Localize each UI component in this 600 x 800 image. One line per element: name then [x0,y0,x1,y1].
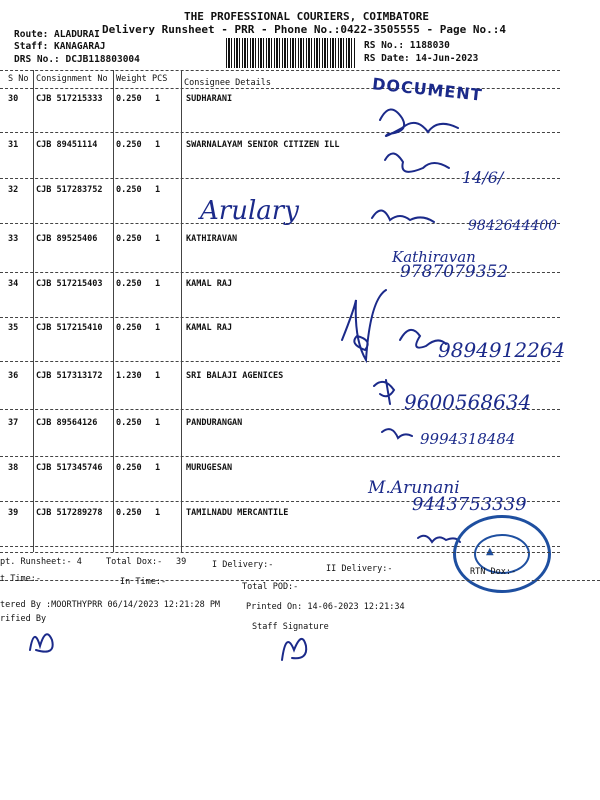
row-consignee: MURUGESAN [186,463,233,473]
handwritten-name: M.Arunani [368,478,460,498]
row-pcs: 1 [155,140,161,150]
printed-on: Printed On: 14-06-2023 12:21:34 [246,602,405,612]
row-consignment-no: CJB 89525406 [36,234,98,244]
row-pcs: 1 [155,94,161,104]
total-pod: Total POD:- [242,582,299,592]
row-consignee: SUDHARANI [186,94,233,104]
row-consignee: SWARNALAYAM SENIOR CITIZEN ILL [186,140,340,150]
row-weight: 0.250 [116,323,142,333]
row-sno: 39 [8,508,19,518]
signature-scribble [372,210,434,222]
signature-scribble [374,380,394,404]
row-sno: 33 [8,234,19,244]
ii-delivery: II Delivery:- [326,564,393,574]
row-weight: 1.230 [116,371,142,381]
company-title: THE PROFESSIONAL COURIERS, COIMBATORE [184,10,430,23]
col-header-consignee: Consignee Details [184,78,271,88]
footer-mid-rule [0,580,600,581]
row-pcs: 1 [155,323,161,333]
document-stamp: DOCUMENT [371,74,484,105]
row-sno: 30 [8,94,19,104]
signature-scribble [400,330,446,348]
row-weight: 0.250 [116,234,142,244]
row-pcs: 1 [155,279,161,289]
handwritten-phone: 9842644400 [468,218,558,234]
verified-by: rified By [0,614,47,624]
row-consignee: KAMAL RAJ [186,323,233,333]
row-consignment-no: CJB 517345746 [36,463,103,473]
total-dox-value: 39 [176,557,187,567]
row-consignee: KAMAL RAJ [186,279,233,289]
signature-scribble [282,639,306,660]
row-consignment-no: CJB 517215403 [36,279,103,289]
row-consignee: TAMILNADU MERCANTILE [186,508,289,518]
col-header-pcs: PCS [152,74,168,84]
signature-scribble [418,536,460,542]
signature-scribble [342,290,386,360]
row-pcs: 1 [155,418,161,428]
signature-scribble [382,429,412,438]
col-header-consignment: Consignment No [36,74,108,84]
row-sno: 34 [8,279,19,289]
row-sno: 38 [8,463,19,473]
handwritten-phone: 9894912264 [438,338,566,362]
row-consignment-no: CJB 517215410 [36,323,103,333]
row-consignee: PANDURANGAN [186,418,243,428]
handwritten-name: Kathiravan [392,248,476,266]
handwritten-date: 14/6/ [462,168,504,187]
row-weight: 0.250 [116,140,142,150]
row-pcs: 1 [155,185,161,195]
col-header-sno: S No [8,74,29,84]
signature-scribble [30,634,53,651]
total-dox-label: Total Dox:- [106,557,163,567]
row-consignment-no: CJB 89564126 [36,418,98,428]
row-consignment-no: CJB 89451114 [36,140,98,150]
staff-signature-label: Staff Signature [252,622,329,632]
row-sno: 32 [8,185,19,195]
row-sno: 31 [8,140,19,150]
row-consignee: SRI BALAJI AGENICES [186,371,284,381]
row-consignment-no: CJB 517313172 [36,371,103,381]
row-sno: 35 [8,323,19,333]
row-consignment-no: CJB 517289278 [36,508,103,518]
row-sno: 37 [8,418,19,428]
total-runsheet: pt. Runsheet:- 4 [0,557,82,567]
row-pcs: 1 [155,234,161,244]
seal-mark: ▲ [486,546,494,557]
handwritten-phone: 9600568634 [404,390,532,414]
rtn-dox: RTN Dox:- [470,567,517,577]
row-weight: 0.250 [116,508,142,518]
signature-scribble [380,109,458,136]
handwritten-name: Arulary [200,196,299,226]
rs-no: RS No.: 1188030 [364,40,450,51]
row-pcs: 1 [155,371,161,381]
drs-value: DCJB118803004 [65,54,140,65]
row-consignment-no: CJB 517283752 [36,185,103,195]
route-label: Route: ALADURAI [14,29,100,40]
row-weight: 0.250 [116,463,142,473]
footer-top-rule [0,552,560,553]
signature-scribble [385,153,449,171]
row-weight: 0.250 [116,279,142,289]
drs-label-text: DRS No.: [14,54,60,65]
in-time: In Time:- [120,577,167,587]
runsheet-title: Delivery Runsheet - PRR - Phone No.:0422-3505555 - Page No.:4 [102,23,506,36]
row-consignment-no: CJB 517215333 [36,94,103,104]
row-sno: 36 [8,371,19,381]
row-consignee: KATHIRAVAN [186,234,238,244]
staff-label: Staff: KANAGARAJ [14,41,106,52]
entered-by: tered By :MOORTHYPRR 06/14/2023 12:21:28 PM [0,600,221,610]
handwritten-phone: 9787079352 [400,262,509,282]
row-pcs: 1 [155,463,161,473]
col-header-weight: Weight [116,74,147,84]
row-weight: 0.250 [116,94,142,104]
row-pcs: 1 [155,508,161,518]
handwritten-phone: 9443753339 [412,494,527,515]
rs-date: RS Date: 14-Jun-2023 [364,53,479,64]
row-weight: 0.250 [116,185,142,195]
i-delivery: I Delivery:- [212,560,274,570]
bank-seal-stamp [453,515,551,593]
handwritten-phone: 9994318484 [420,430,516,448]
out-time: t Time:- [0,574,41,584]
row-weight: 0.250 [116,418,142,428]
